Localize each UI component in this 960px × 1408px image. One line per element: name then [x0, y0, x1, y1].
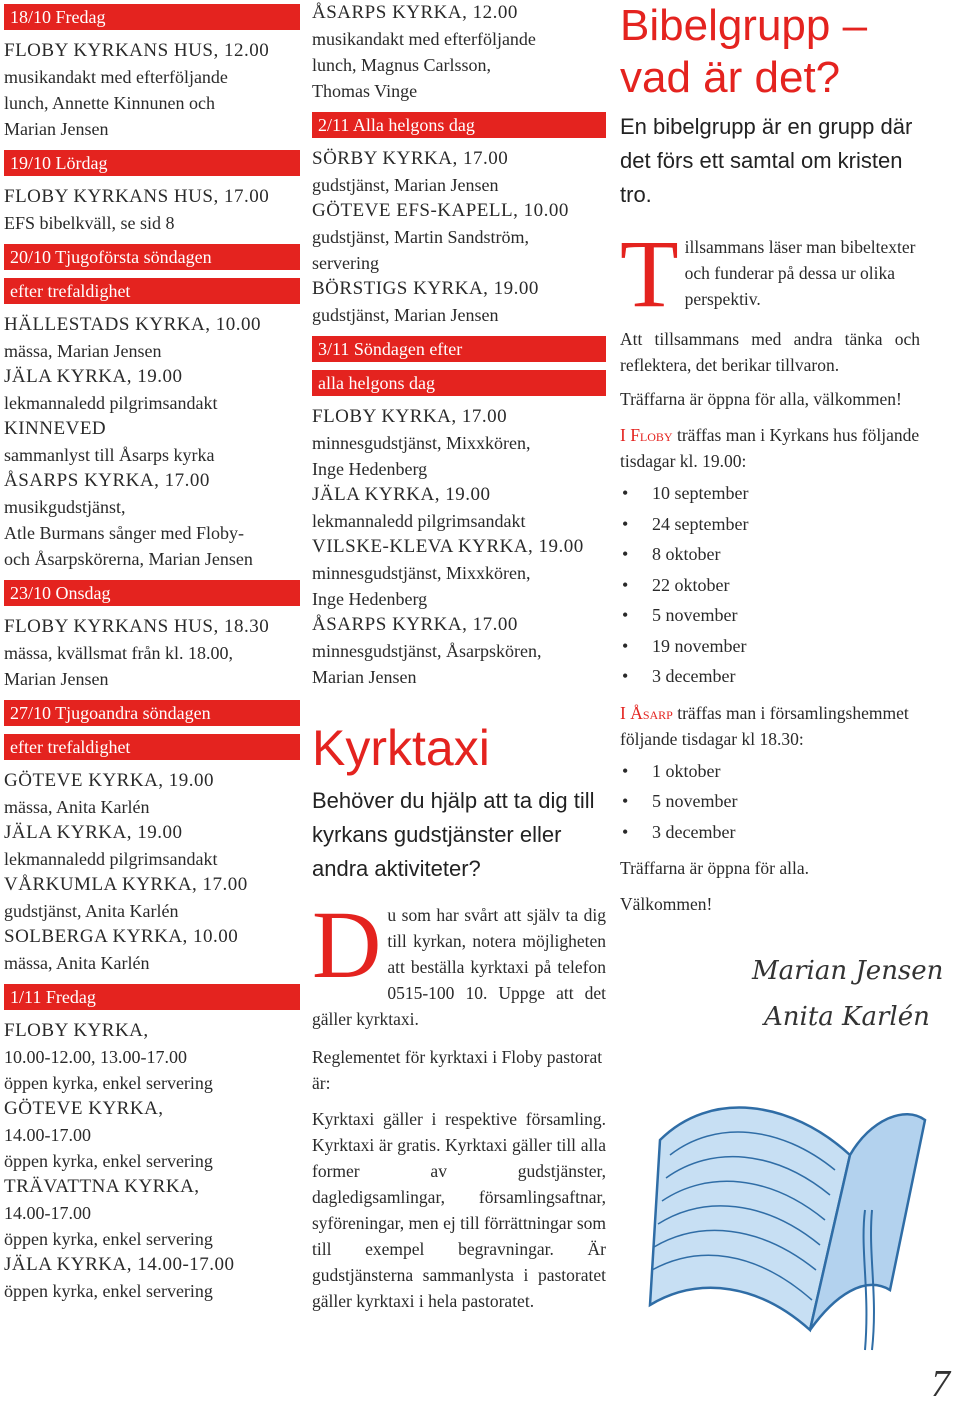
- section-header: 18/10 Fredag: [4, 4, 300, 30]
- asarp-schedule-intro: [620, 700, 920, 752]
- event-description: servering: [312, 253, 379, 273]
- section-header: alla helgons dag: [312, 370, 606, 396]
- event-description: gudstjänst, Marian Jensen: [312, 175, 499, 195]
- event-location: GÖTEVE KYRKA,: [4, 1098, 164, 1119]
- floby-location: I Floby: [620, 425, 673, 445]
- event-description: sammanlyst till Åsarps kyrka: [4, 445, 215, 465]
- date-list-item: • 3 december: [620, 661, 920, 692]
- calendar-column-2: [312, 0, 606, 1314]
- event-location: TRÄVATTNA KYRKA,: [4, 1176, 200, 1197]
- event-description: Marian Jensen: [312, 667, 417, 687]
- event-location: BÖRSTIGS KYRKA, 19.00: [312, 278, 539, 299]
- event-location: KINNEVED: [4, 418, 107, 439]
- bibelgrupp-paragraph-4: Träffarna är öppna för alla.: [620, 858, 810, 878]
- kyrktaxi-paragraph-1: u som har svårt att själv ta dig till kyrkan, notera möjligheten att beställa kyrktaxi på telefon 0515-100 10. Uppge att det gäller kyrktaxi.: [312, 905, 606, 1029]
- event-location: JÄLA KYRKA, 19.00: [312, 484, 491, 505]
- event-location: SÖRBY KYRKA, 17.00: [312, 148, 509, 169]
- event-description: öppen kyrka, enkel servering: [4, 1229, 213, 1249]
- date-list-item: • 24 september: [620, 509, 920, 540]
- date-list-item: • 3 december: [620, 817, 920, 848]
- event-description: lunch, Magnus Carlsson,: [312, 55, 491, 75]
- bibelgrupp-welcome: Välkommen!: [620, 894, 713, 914]
- date-list-item: • 10 september: [620, 478, 920, 509]
- calendar-list: [312, 0, 606, 690]
- event-description: minnesgudstjänst, Mixxkören,: [312, 563, 531, 583]
- event-location: JÄLA KYRKA, 19.00: [4, 822, 183, 843]
- date-list-item: • 19 november: [620, 631, 920, 662]
- bibelgrupp-paragraph-2: Att tillsammans med andra tänka och reflektera, det berikar tillvaron.: [620, 329, 920, 375]
- floby-dates-list: [620, 478, 920, 692]
- event-description: mässa, kvällsmat från kl. 18.00,: [4, 643, 233, 663]
- event-description: 10.00-12.00, 13.00-17.00: [4, 1047, 187, 1067]
- event-description: lekmannaledd pilgrimsandakt: [4, 393, 218, 413]
- asarp-location: I Åsarp: [620, 702, 673, 723]
- event-description: öppen kyrka, enkel servering: [4, 1151, 213, 1171]
- bibelgrupp-intro: [620, 220, 920, 327]
- signature-anita-karlen: Anita Karlén: [764, 1002, 930, 1032]
- event-location: JÄLA KYRKA, 19.00: [4, 366, 183, 387]
- event-description: Marian Jensen: [4, 119, 109, 139]
- section-header: efter trefaldighet: [4, 278, 300, 304]
- event-description: mässa, Marian Jensen: [4, 341, 162, 361]
- event-location: FLOBY KYRKANS HUS, 12.00: [4, 40, 270, 61]
- kyrktaxi-body: [312, 891, 606, 1032]
- bibelgrupp-lead: En bibelgrupp är en grupp där det förs ett samtal om kristen tro.: [620, 114, 913, 207]
- kyrktaxi-paragraph-2: Reglementet för kyrktaxi i Floby pastorat är:: [312, 1047, 603, 1093]
- kyrktaxi-lead: Behöver du hjälp att ta dig till kyrkans gudstjänster eller andra aktiviteter?: [312, 788, 595, 881]
- event-description: 14.00-17.00: [4, 1125, 91, 1145]
- kyrktaxi-title: Kyrktaxi: [312, 720, 490, 776]
- section-header: 27/10 Tjugoandra söndagen: [4, 700, 300, 726]
- date-list-item: • 22 oktober: [620, 570, 920, 601]
- event-location: ÅSARPS KYRKA, 12.00: [312, 2, 518, 23]
- event-description: Inge Hedenberg: [312, 459, 428, 479]
- bibelgrupp-title-line-2: vad är det?: [620, 53, 841, 102]
- section-header: 3/11 Söndagen efter: [312, 336, 606, 362]
- section-header: 23/10 Onsdag: [4, 580, 300, 606]
- bibelgrupp-paragraph-3: Träffarna är öppna för alla, välkommen!: [620, 389, 902, 409]
- event-description: minnesgudstjänst, Mixxkören,: [312, 433, 531, 453]
- event-description: lunch, Annette Kinnunen och: [4, 93, 215, 113]
- event-description: öppen kyrka, enkel servering: [4, 1073, 213, 1093]
- event-description: Inge Hedenberg: [312, 589, 428, 609]
- section-header: efter trefaldighet: [4, 734, 300, 760]
- event-location: VÅRKUMLA KYRKA, 17.00: [4, 874, 248, 895]
- event-description: Thomas Vinge: [312, 81, 418, 101]
- date-list-item: • 8 oktober: [620, 539, 920, 570]
- bibelgrupp-paragraph-1: illsammans läser man bibeltexter och funderar på dessa ur olika perspektiv.: [684, 237, 916, 309]
- event-description: mässa, Anita Karlén: [4, 797, 150, 817]
- signature-marian-jensen: Marian Jensen: [752, 956, 944, 986]
- event-location: JÄLA KYRKA, 14.00-17.00: [4, 1254, 235, 1275]
- event-description: lekmannaledd pilgrimsandakt: [312, 511, 526, 531]
- event-location: FLOBY KYRKANS HUS, 17.00: [4, 186, 270, 207]
- event-description: och Åsarpskörerna, Marian Jensen: [4, 549, 253, 569]
- section-header: 20/10 Tjugoförsta söndagen: [4, 244, 300, 270]
- event-description: musikandakt med efterföljande: [312, 29, 536, 49]
- calendar-column-1: [4, 0, 300, 1304]
- event-location: ÅSARPS KYRKA, 17.00: [4, 470, 210, 491]
- event-description: gudstjänst, Marian Jensen: [312, 305, 499, 325]
- section-header: 2/11 Alla helgons dag: [312, 112, 606, 138]
- date-list-item: • 1 oktober: [620, 756, 920, 787]
- open-bible-icon: [640, 1060, 930, 1360]
- event-location: SOLBERGA KYRKA, 10.00: [4, 926, 239, 947]
- date-list-item: • 5 november: [620, 600, 920, 631]
- event-location: VILSKE-KLEVA KYRKA, 19.00: [312, 536, 584, 557]
- event-location: HÄLLESTADS KYRKA, 10.00: [4, 314, 261, 335]
- event-location: ÅSARPS KYRKA, 17.00: [312, 614, 518, 635]
- kyrktaxi-dropcap: D: [312, 891, 382, 998]
- floby-schedule-text: träffas man i Kyrkans hus följande tisdagar kl. 19.00:: [620, 425, 920, 471]
- event-description: minnesgudstjänst, Åsarpskören,: [312, 641, 542, 661]
- floby-schedule-intro: [620, 422, 920, 474]
- event-description: Marian Jensen: [4, 669, 109, 689]
- event-description: 14.00-17.00: [4, 1203, 91, 1223]
- event-description: öppen kyrka, enkel servering: [4, 1281, 213, 1301]
- kyrktaxi-section: [312, 720, 606, 1314]
- event-description: lekmannaledd pilgrimsandakt: [4, 849, 218, 869]
- asarp-schedule-text: träffas man i församlingshemmet följande tisdagar kl 18.30:: [620, 702, 909, 749]
- event-location: GÖTEVE KYRKA, 19.00: [4, 770, 215, 791]
- section-header: 19/10 Lördag: [4, 150, 300, 176]
- event-description: gudstjänst, Martin Sandström,: [312, 227, 529, 247]
- event-description: musikandakt med efterföljande: [4, 67, 228, 87]
- section-header: 1/11 Fredag: [4, 984, 300, 1010]
- event-description: EFS bibelkväll, se sid 8: [4, 213, 175, 233]
- event-description: mässa, Anita Karlén: [4, 953, 150, 973]
- event-location: GÖTEVE EFS-KAPELL, 10.00: [312, 200, 569, 221]
- bibelgrupp-title-line-1: Bibelgrupp –: [620, 1, 868, 50]
- asarp-dates-list: [620, 756, 920, 848]
- event-location: FLOBY KYRKANS HUS, 18.30: [4, 616, 270, 637]
- kyrktaxi-paragraph-3: Kyrktaxi gäller i respektive församling. Kyrktaxi är gratis. Kyrktaxi gäller till alla former av gudstjänster, dagledigsamlingar, församlingsaftnar, syföreningar, men ej till förrättningar som till exempel begravningar. Är gudstjänsterna sammanlysta i pastoratet gäller kyrktaxi i hela pastoratet.: [312, 1109, 606, 1311]
- bibelgrupp-dropcap: T: [620, 220, 679, 327]
- event-description: gudstjänst, Anita Karlén: [4, 901, 179, 921]
- event-description: musikgudstjänst,: [4, 497, 126, 517]
- event-location: FLOBY KYRKA,: [4, 1020, 149, 1041]
- bibelgrupp-column: [620, 0, 920, 917]
- event-location: FLOBY KYRKA, 17.00: [312, 406, 508, 427]
- date-list-item: • 5 november: [620, 786, 920, 817]
- page-number: 7: [931, 1363, 950, 1405]
- event-description: Atle Burmans sånger med Floby-: [4, 523, 244, 543]
